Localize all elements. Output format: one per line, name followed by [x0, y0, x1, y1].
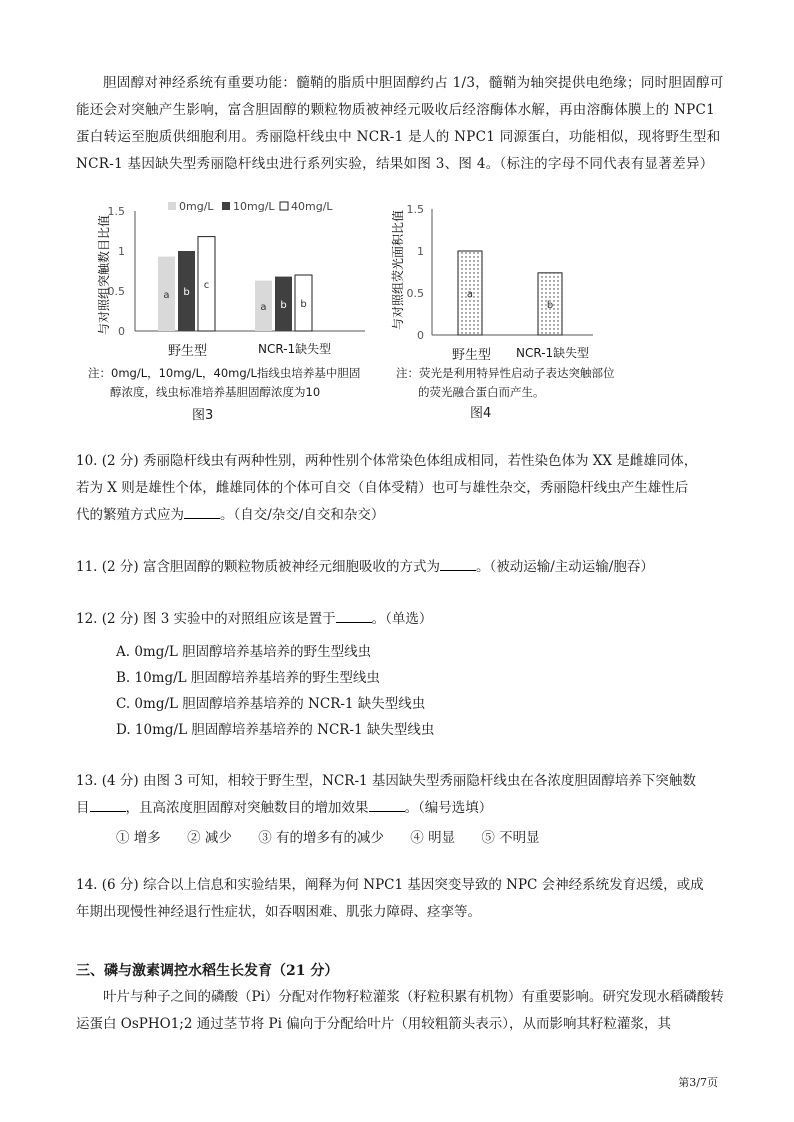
- q11-answer-blank[interactable]: [440, 556, 476, 571]
- fig4-caption: 图4: [470, 406, 492, 421]
- q13-choice-1: ① 增多: [116, 830, 161, 846]
- fig3-ytick-label: 0.5: [107, 285, 125, 298]
- fig3-legend-swatch: [168, 202, 176, 210]
- intro-paragraph: 胆固醇对神经系统有重要功能：髓鞘的脂质中胆固醇约占 1/3，髓鞘为轴突提供电绝缘；同时胆固醇可能还会对突触产生影响，富含胆固醇的颗粒物质被神经元吸收后经溶酶体水解，再由溶酶体膜上的 NPC1 蛋白转运至胞质供细胞利用。秀丽隐杆线虫中 NCR-1 是人的 NPC1 同源蛋白，功能相似，现将野生型和 NCR-1 基因缺失型秀丽隐杆线虫进行系列实验，结果如图 3、图 4。（标注的字母不同代表有显著差异）: [76, 75, 724, 172]
- fig3-bar-label: c: [203, 279, 210, 291]
- q13-choice-3: ③ 有的增多有的减少: [258, 830, 384, 846]
- fig3-legend-swatch: [222, 202, 230, 210]
- q13-line2: [76, 795, 726, 822]
- fig3-bar-label: a: [260, 301, 267, 313]
- q12-option-b[interactable]: B. 10mg/L 胆固醇培养基培养的野生型线虫: [116, 670, 380, 686]
- fig4-category-mutant: NCR-1缺失型: [516, 346, 590, 360]
- question-11: [76, 554, 726, 581]
- fig3-bar-label: a: [163, 289, 170, 301]
- q13-line2-b: ，且高浓度胆固醇对突触数目的增加效果: [125, 800, 369, 816]
- q13-choice-4: ④ 明显: [410, 830, 456, 846]
- q13-line1: 13. (4 分) 由图 3 可知，相较于野生型，NCR-1 基因缺失型秀丽隐杆线虫在各浓度胆固醇培养下突触数: [76, 773, 696, 789]
- q12-option-a[interactable]: A. 0mg/L 胆固醇培养基培养的野生型线虫: [116, 644, 372, 660]
- q10-line1: 10. (2 分) 秀丽隐杆线虫有两种性别，两种性别个体常染色体组成相同，若性染色体为 XX 是雌雄同体，: [76, 453, 698, 469]
- q12-text: 12. (2 分) 图 3 实验中的对照组应该是置于: [76, 611, 336, 627]
- fig4-category-wild: 野生型: [452, 348, 492, 363]
- q11-options: 。（被动运输/主动运输/胞吞）: [475, 559, 654, 575]
- q10-line2: 若为 X 则是雄性个体，雌雄同体的个体可自交（自体受精）也可与雄性杂交，秀丽隐杆线虫产生雄性后: [76, 480, 689, 496]
- q12-type: 。（单选）: [371, 611, 433, 627]
- figure-4-chart: [388, 195, 598, 345]
- fig3-ytick-label: 0: [118, 325, 125, 338]
- fig3-legend-label: 10mg/L: [233, 200, 275, 213]
- q10-line3-text: 代的繁殖方式应为: [76, 507, 184, 523]
- q10-line3: [76, 502, 726, 529]
- section-3-title: 三、磷与激素调控水稻生长发育（21 分）: [76, 963, 339, 979]
- q10-line3-options: 。（自交/杂交/自交和杂交）: [220, 507, 385, 523]
- fig3-note: [88, 364, 360, 402]
- fig3-legend-swatch: [280, 202, 288, 210]
- q13-answer-blank-1[interactable]: [90, 797, 126, 812]
- fig3-category-mutant: NCR-1缺失型: [258, 342, 332, 356]
- fig4-ylabel: 与对照组荧光面积比值: [391, 209, 405, 331]
- question-13: [76, 768, 726, 822]
- q13-choices: [116, 826, 540, 846]
- q10-answer-blank[interactable]: [184, 504, 220, 519]
- section-3-body: 叶片与种子之间的磷酸（Pi）分配对作物籽粒灌浆（籽粒积累有机物）有重要影响。研究发现水稻磷酸转运蛋白 OsPHO1;2 通过茎节将 Pi 偏向于分配给叶片（用较粗箭头表示），从而影响其籽粒灌浆，其: [76, 989, 724, 1032]
- question-14: [76, 872, 726, 926]
- fig3-ytick-label: 1.5: [107, 205, 125, 218]
- fig3-bar-label: b: [183, 287, 190, 298]
- fig3-note-line2: 醇浓度，线虫标准培养基胆固醇浓度为10: [110, 385, 321, 399]
- fig4-note-line1: 注：荧光是利用特异性启动子表达突触部位: [396, 366, 615, 380]
- q12-option-d[interactable]: D. 10mg/L 胆固醇培养基培养的 NCR-1 缺失型线虫: [116, 722, 435, 738]
- q13-answer-blank-2[interactable]: [369, 797, 405, 812]
- fig4-ytick-label: 0.5: [406, 287, 424, 300]
- q14-line1: 14. (6 分) 综合以上信息和实验结果，阐释为何 NPC1 基因突变导致的 NPC 会神经系统发育迟缓，或成: [76, 877, 704, 893]
- question-12: [76, 606, 726, 633]
- fig4-bar-label: b: [546, 299, 554, 311]
- q13-line2-c: 。（编号选填）: [404, 800, 493, 816]
- q13-line2-a: 目: [76, 800, 90, 816]
- fig4-note-line2: 的荧光融合蛋白而产生。: [418, 385, 545, 399]
- fig3-bar-label: b: [280, 299, 287, 311]
- fig3-category-wild: 野生型: [168, 344, 208, 359]
- q13-choice-5: ⑤ 不明显: [481, 830, 540, 846]
- fig4-ytick-label: 1.5: [406, 203, 424, 216]
- fig4-ytick-label: 0: [417, 329, 424, 342]
- q11-text: 11. (2 分) 富含胆固醇的颗粒物质被神经元细胞吸收的方式为: [76, 559, 440, 575]
- fig3-note-line1: 注：0mg/L，10mg/L，40mg/L指线虫培养基中胆固: [88, 366, 361, 380]
- figure-3-chart: [80, 195, 370, 355]
- q12-answer-blank[interactable]: [336, 608, 372, 623]
- fig3-ylabel: 与对照组突触数目比值: [97, 214, 111, 336]
- fig3-bar-label: b: [300, 299, 307, 310]
- fig3-ytick-label: 1: [118, 245, 125, 258]
- question-10: [76, 448, 726, 529]
- fig4-ytick-label: 1: [417, 245, 424, 258]
- q13-choice-2: ② 减少: [187, 830, 232, 846]
- fig3-legend-label: 0mg/L: [179, 200, 214, 213]
- q14-line2: 年期出现慢性神经退行性症状，如吞咽困难、肌张力障碍、痉挛等。: [76, 904, 481, 920]
- fig4-bar-label: a: [466, 289, 474, 300]
- fig3-caption: 图3: [192, 408, 214, 423]
- fig3-legend-label: 40mg/L: [291, 200, 333, 213]
- page-number: 第3/7页: [678, 1076, 718, 1089]
- fig4-note: [396, 364, 615, 402]
- q12-option-c[interactable]: C. 0mg/L 胆固醇培养基培养的 NCR-1 缺失型线虫: [116, 696, 426, 712]
